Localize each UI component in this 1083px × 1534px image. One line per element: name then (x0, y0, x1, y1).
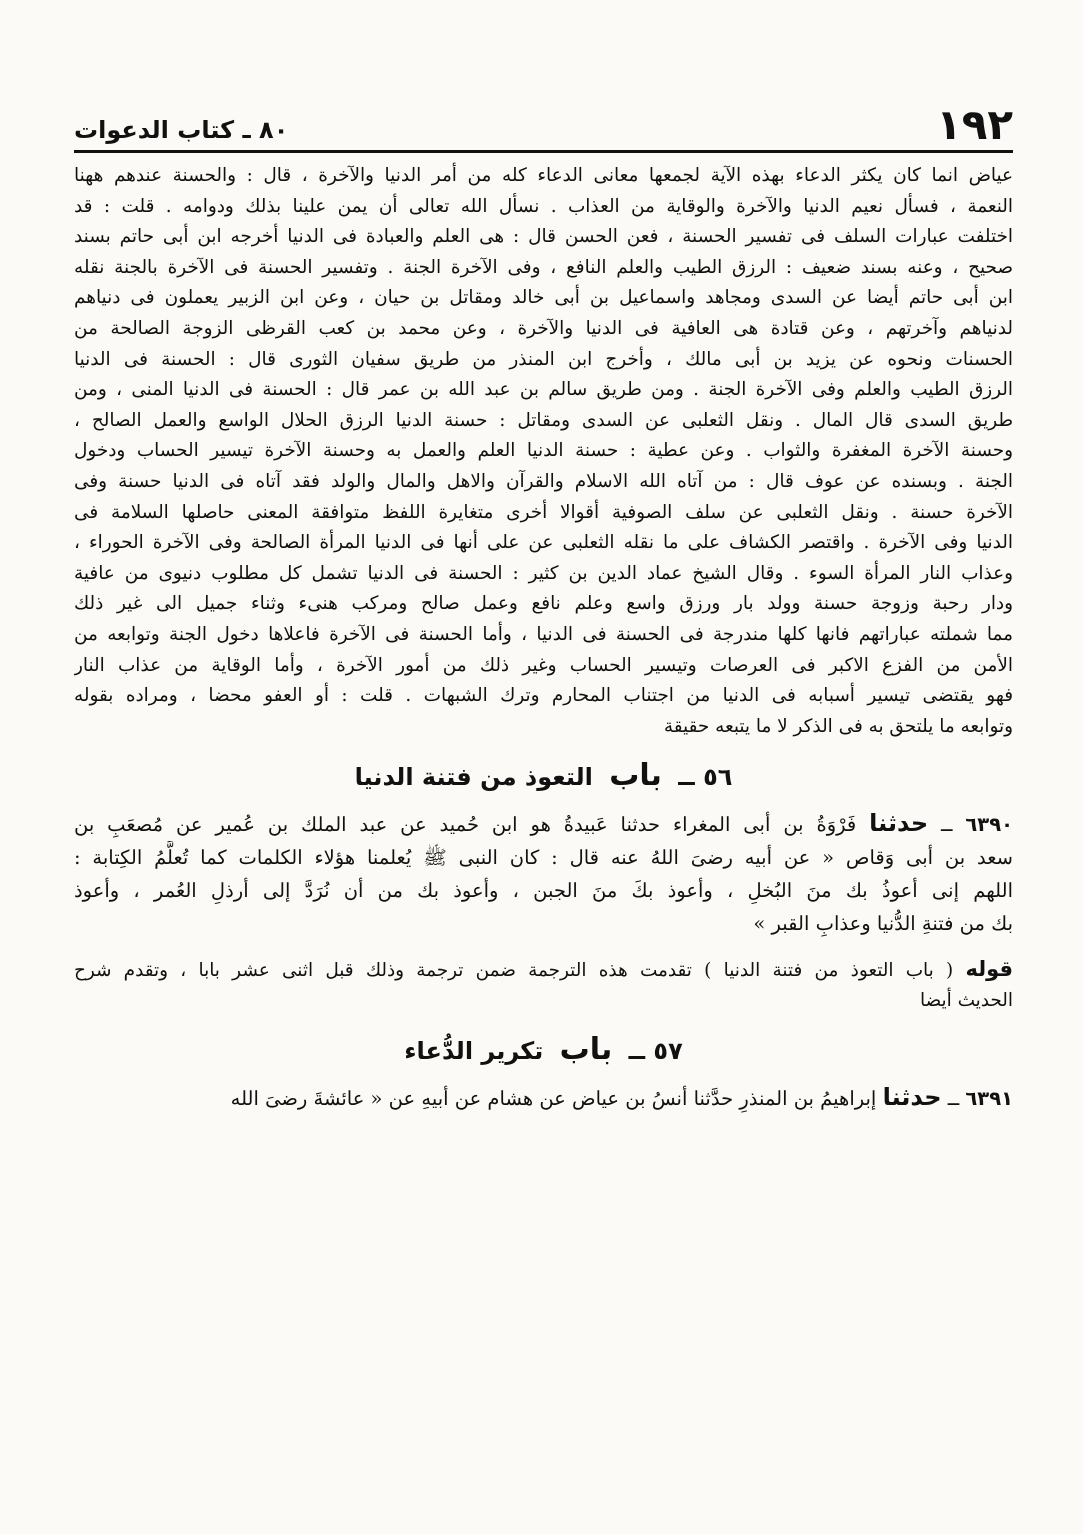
commentary-line: الآخرة حسنة . ونقل الثعلبى عن سلف الصوفية أقوالا أخرى متغايرة اللفظ متوافقة المعنى حاصلها السلامة فى (74, 501, 1013, 523)
hadith-dash: ــ (947, 1087, 960, 1111)
chapter-bab-label: باب (559, 1032, 613, 1068)
commentary-block (74, 161, 1013, 742)
hadith-text: فَرْوَةُ بن أبى المغراء حدثنا عَبيدةُ هو ابن حُميد عن عبد الملك بن عُمير عن مُصعَبِ بن (74, 813, 857, 837)
commentary-line: مما شملته عباراتهم فانها كلها مندرجة فى الحسنة فى الدنيا ، وأما الحسنة فى الآخرة فاعلاها دخول الجنة وتوابعه من (74, 623, 1013, 645)
commentary-line: صحيح ، وعنه بسند ضعيف : الرزق الطيب والعلم النافع ، وفى الآخرة الجنة . وتفسير الحسنة فى الآخرة بالجنة نقله (74, 256, 1013, 278)
commentary-line: فهو يقتضى تيسير أسبابه فى الدنيا من اجتناب المحارم وترك الشبهات . قلت : أو العفو محضا ، ومراده بقوله (74, 685, 1013, 707)
haddathana-label: حدثنا (869, 809, 929, 838)
commentary-line: الجنة . وبسنده عن عوف قال : من آتاه الله الاسلام والقرآن والاهل والمال والولد فقد آتاه فى الدنيا حسنة وفى (74, 470, 1013, 492)
chapter-dash: ــ (678, 763, 695, 792)
commentary-line: عياض انما كان يكثر الدعاء بهذه الآية لجمعها معانى الدعاء كله من أمر الدنيا والآخرة ، قال : والحسنة عندهم ههنا (74, 165, 1013, 186)
commentary-line: طريق السدى قال المال . ونقل الثعلبى عن السدى ومقاتل : حسنة الدنيا الرزق الحلال الواسع والعمل الصالح ، (74, 409, 1013, 431)
commentary-line: اختلفت عبارات السلف فى تفسير الحسنة ، فعن الحسن قال : هى العلم والعبادة فى الدنيا أخرجه ابن أبى حاتم بسند (74, 226, 1013, 248)
commentary-line: الأمن من الفزع الاكبر فى العرصات وتيسير الحساب وغير ذلك من أمور الآخرة ، وأما الوقاية من عذاب النار (74, 654, 1013, 676)
hadith-line (74, 1081, 1013, 1115)
note-line (74, 954, 1013, 986)
haddathana-label: حدثنا (882, 1083, 942, 1112)
commentary-line: الرزق الطيب والعلم وفى الآخرة الجنة . ومن طريق سالم بن عبد الله بن عمر قال : الحسنة فى الدنيا المنى ، ومن (74, 379, 1013, 401)
commentary-line: وتوابعه ما يلتحق به فى الذكر لا ما يتبعه حقيقة (663, 715, 1013, 737)
commentary-line: الدنيا وفى الآخرة . واقتصر الكشاف على ما نقله الثعلبى عن على أنها فى الدنيا المرأة الصالحة وفى الآخرة الحوراء ، (74, 532, 1013, 554)
commentary-line: ودار رحبة وزوجة حسنة وولد بار ورزق واسع وعلم نافع وعمل صالح ومركب هنىء وثناء جميل الى غير ذلك (74, 593, 1013, 615)
hadith-6391 (74, 1081, 1013, 1115)
commentary-line: النعمة ، فسأل نعيم الدنيا والآخرة والوقاية من العذاب . نسأل الله تعالى أن يمن علينا بذلك ودوامه . قلت : قد (74, 195, 1013, 217)
commentary-line: الحسنات ونحوه عن يزيد بن أبى مالك ، وأخرج ابن المنذر من طريق سفيان الثورى قال : الحسنة فى الدنيا (74, 348, 1013, 370)
note-text: ( باب التعوذ من فتنة الدنيا ) تقدمت هذه الترجمة ضمن ترجمة وذلك قبل اثنى عشر بابا ، وتقدم شرح (74, 960, 954, 982)
commentary-note (74, 954, 1013, 1016)
chapter-heading-56 (74, 758, 1013, 793)
running-title: ٨٠ ـ كتاب الدعوات (74, 116, 289, 144)
commentary-line: وحسنة الآخرة المغفرة والثواب . وعن عطية : حسنة الدنيا العلم والعمل به وحسنة الآخرة تيسير الحساب ودخول (74, 440, 1013, 462)
hadith-line: بك من فتنةِ الدُّنيا وعذابِ القبر » (753, 912, 1013, 936)
chapter-bab-label: باب (609, 758, 662, 794)
chapter-title: تكرير الدُّعاء (404, 1037, 544, 1066)
hadith-text: إبراهيمُ بن المنذرِ حدَّثنا أنسُ بن عياض عن هشام عن أبيهِ عن « عائشةَ رضىَ الله (230, 1087, 877, 1111)
commentary-line: وعذاب النار المرأة السوء . وقال الشيخ عماد الدين بن كثير : الحسنة فى الدنيا تشمل كل مطلوب دنيوى من عافية (74, 562, 1013, 584)
page-header (74, 96, 1013, 153)
chapter-heading-57 (74, 1032, 1013, 1067)
chapter-number: ٥٧ (653, 1037, 683, 1066)
commentary-line: ابن أبى حاتم أيضا عن السدى ومجاهد واسماعيل بن أبى خالد ومقاتل بن حيان ، وعن ابن الزبير يعملون فى دنياهم (74, 287, 1013, 309)
note-line: الحديث أيضا (919, 990, 1013, 1012)
hadith-line: سعد بن أبى وَقاص « عن أبيه رضىَ اللهُ عنه قال : كان النبى ﷺ يُعلمنا هؤلاء الكلمات كما تُعلَّمُ الكِتابة : (74, 846, 1013, 870)
chapter-dash: ــ (628, 1037, 646, 1066)
hadith-number: ٦٣٩٠ (965, 813, 1013, 837)
chapter-number: ٥٦ (703, 763, 733, 792)
chapter-title: التعوذ من فتنة الدنيا (354, 763, 593, 792)
page-number: ١٩٢ (936, 100, 1013, 149)
hadith-number: ٦٣٩١ (965, 1087, 1013, 1111)
hadith-dash: ــ (941, 813, 953, 837)
hadith-line: اللهم إنى أعوذُ بك منَ البُخلِ ، وأعوذ بكَ منَ الجبن ، وأعوذ بك من أن نُرَدَّ إلى أرذلِ العُمر ، وأعوذ (74, 879, 1013, 903)
qawluhu-label: قوله (965, 957, 1013, 982)
commentary-line: لدنياهم وآخرتهم ، وعن قتادة هى العافية فى الدنيا والآخرة ، وعن محمد بن كعب القرظى الزوجة الصالحة من (74, 317, 1013, 339)
hadith-6390 (74, 807, 1013, 940)
hadith-line (74, 807, 1013, 841)
